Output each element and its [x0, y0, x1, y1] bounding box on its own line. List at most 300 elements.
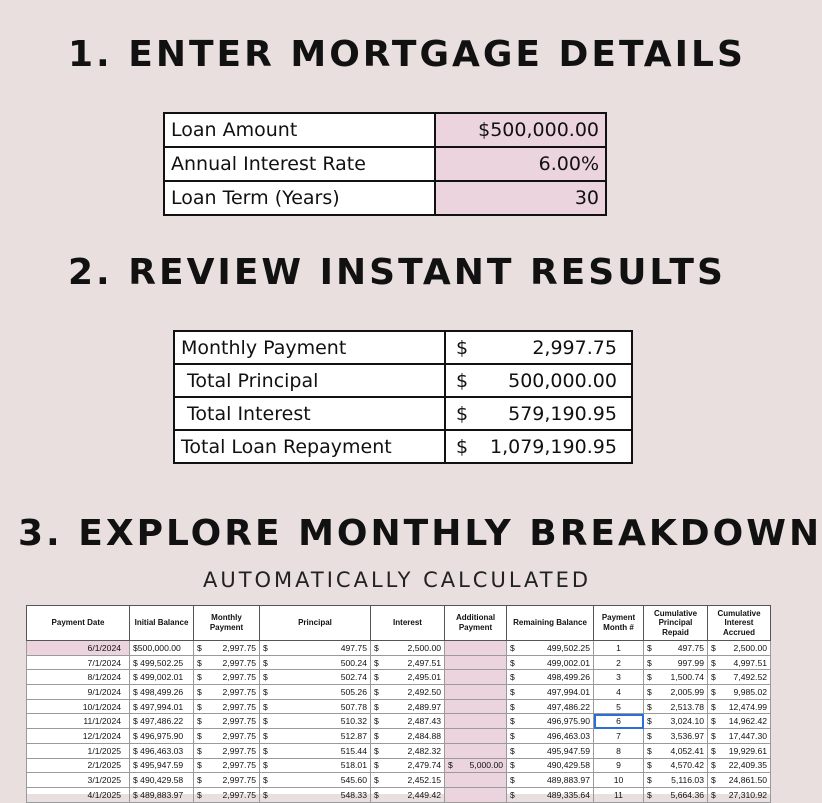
input-label: Loan Term (Years) — [164, 181, 435, 215]
amount: 27,310.92 — [728, 789, 767, 800]
currency-symbol: $ — [197, 701, 202, 712]
additional-payment-cell[interactable] — [445, 743, 507, 758]
amount: 500.24 — [340, 657, 367, 668]
result-row-monthly-payment — [174, 331, 632, 364]
payment-date-cell[interactable]: 1/1/2025 — [27, 743, 130, 758]
payment-date-cell[interactable]: 2/1/2025 — [27, 758, 130, 773]
money-value — [510, 760, 590, 770]
amount: 505.26 — [340, 686, 367, 697]
payment-month-cell[interactable]: 7 — [594, 729, 644, 744]
interest-cell[interactable] — [371, 758, 445, 773]
money-value — [711, 790, 767, 800]
remaining-balance-cell[interactable] — [507, 758, 594, 773]
money-value — [197, 760, 256, 770]
amount: 2,997.75 — [222, 686, 256, 697]
amount: 512.87 — [340, 730, 367, 741]
initial-balance-cell[interactable]: $ 496,975.90 — [130, 729, 194, 744]
result-amount: 500,000.00 — [484, 364, 632, 397]
payment-date-cell[interactable]: 6/1/2024 — [27, 641, 130, 656]
amount: 496,463.03 — [546, 730, 590, 741]
initial-balance-cell[interactable]: $ 497,994.01 — [130, 699, 194, 714]
additional-payment-cell[interactable] — [445, 641, 507, 656]
column-header: Remaining Balance — [507, 606, 594, 641]
money-value — [647, 702, 704, 712]
interest-cell[interactable] — [371, 699, 445, 714]
additional-payment-cell[interactable] — [445, 670, 507, 685]
amount: 497,994.01 — [546, 686, 590, 697]
cumulative-interest-cell[interactable] — [708, 655, 771, 670]
money-value — [197, 775, 256, 785]
cumulative-interest-cell[interactable] — [708, 670, 771, 685]
currency-symbol: $ — [510, 642, 515, 653]
remaining-balance-cell[interactable] — [507, 787, 594, 802]
currency-symbol: $ — [647, 760, 652, 771]
payment-date-cell[interactable]: 10/1/2024 — [27, 699, 130, 714]
currency-symbol: $ — [374, 657, 379, 668]
money-value — [711, 716, 767, 726]
currency-symbol: $ — [711, 642, 716, 653]
cumulative-interest-cell[interactable] — [708, 699, 771, 714]
cumulative-interest-cell[interactable] — [708, 729, 771, 744]
payment-month-cell[interactable]: 4 — [594, 685, 644, 700]
step3-heading: 3. EXPLORE MONTHLY BREAKDOWN — [18, 513, 822, 554]
currency-symbol: $ — [374, 730, 379, 741]
amount: 24,861.50 — [728, 775, 767, 786]
currency-symbol: $ — [374, 686, 379, 697]
amount: 1,500.74 — [670, 672, 704, 683]
money-value — [510, 716, 590, 726]
payment-month-cell[interactable]: 3 — [594, 670, 644, 685]
amount: 2,997.75 — [222, 716, 256, 727]
column-header: Cumulative Principal Repaid — [644, 606, 708, 641]
cumulative-interest-cell[interactable] — [708, 758, 771, 773]
amount: 495,947.59 — [546, 745, 590, 756]
principal-cell[interactable] — [260, 743, 371, 758]
column-header: Cumulative Interest Accrued — [708, 606, 771, 641]
remaining-balance-cell[interactable] — [507, 670, 594, 685]
remaining-balance-cell[interactable] — [507, 685, 594, 700]
amount: 545.60 — [340, 775, 367, 786]
money-value — [711, 687, 767, 697]
principal-cell[interactable] — [260, 641, 371, 656]
currency-symbol: $ — [197, 686, 202, 697]
money-value — [510, 746, 590, 756]
payment-month-cell[interactable]: 8 — [594, 743, 644, 758]
amount: 2,513.78 — [670, 701, 704, 712]
monthly-payment-cell[interactable] — [194, 699, 260, 714]
loan-term-input[interactable]: 30 — [435, 181, 606, 215]
money-value — [374, 746, 441, 756]
table-row — [27, 699, 771, 714]
amount: 5,000.00 — [469, 760, 503, 771]
remaining-balance-cell[interactable] — [507, 773, 594, 788]
money-value — [647, 790, 704, 800]
amount: 497,486.22 — [546, 701, 590, 712]
principal-cell[interactable] — [260, 670, 371, 685]
cumulative-principal-cell[interactable] — [644, 743, 708, 758]
principal-cell[interactable] — [260, 714, 371, 729]
cumulative-principal-cell[interactable] — [644, 773, 708, 788]
money-value — [711, 746, 767, 756]
amount: 2,500.00 — [733, 642, 767, 653]
interest-cell[interactable] — [371, 641, 445, 656]
result-label: Monthly Payment — [174, 331, 445, 364]
amortization-spreadsheet — [26, 605, 770, 800]
remaining-balance-cell[interactable] — [507, 714, 594, 729]
amount: 2,500.00 — [407, 642, 441, 653]
additional-payment-cell[interactable] — [445, 685, 507, 700]
input-row-interest-rate — [164, 147, 606, 181]
currency-symbol: $ — [711, 775, 716, 786]
currency-symbol: $ — [647, 686, 652, 697]
interest-cell[interactable] — [371, 714, 445, 729]
amount: 2,997.75 — [222, 789, 256, 800]
money-value — [647, 760, 704, 770]
loan-amount-input[interactable]: $500,000.00 — [435, 113, 606, 147]
payment-month-cell[interactable]: 1 — [594, 641, 644, 656]
amount: 4,570.42 — [670, 760, 704, 771]
currency-symbol: $ — [263, 716, 268, 727]
money-value — [647, 687, 704, 697]
amount: 3,024.10 — [670, 716, 704, 727]
payment-date-cell[interactable]: 4/1/2025 — [27, 787, 130, 802]
principal-cell[interactable] — [260, 729, 371, 744]
amount: 498,499.26 — [546, 672, 590, 683]
cumulative-principal-cell[interactable] — [644, 655, 708, 670]
interest-cell[interactable] — [371, 729, 445, 744]
currency-symbol: $ — [510, 686, 515, 697]
money-value — [647, 746, 704, 756]
cumulative-principal-cell[interactable] — [644, 641, 708, 656]
money-value — [711, 731, 767, 741]
amount: 510.32 — [340, 716, 367, 727]
step3-subheading: AUTOMATICALLY CALCULATED — [202, 568, 592, 592]
amount: 3,536.97 — [670, 730, 704, 741]
monthly-payment-cell[interactable] — [194, 758, 260, 773]
table-row — [27, 773, 771, 788]
money-value — [374, 716, 441, 726]
currency-symbol: $ — [510, 745, 515, 756]
currency-symbol: $ — [510, 672, 515, 683]
payment-month-cell[interactable]: 11 — [594, 787, 644, 802]
amount: 515.44 — [340, 745, 367, 756]
amortization-table — [26, 605, 771, 803]
amount: 2,997.75 — [222, 775, 256, 786]
column-header: Payment Month # — [594, 606, 644, 641]
money-value — [510, 790, 590, 800]
currency-symbol: $ — [647, 716, 652, 727]
amount: 489,335.64 — [546, 789, 590, 800]
currency-symbol: $ — [374, 716, 379, 727]
currency-symbol: $ — [197, 760, 202, 771]
result-currency: $ — [445, 397, 484, 430]
monthly-payment-cell[interactable] — [194, 685, 260, 700]
amount: 2,487.43 — [407, 716, 441, 727]
remaining-balance-cell[interactable] — [507, 729, 594, 744]
money-value — [263, 790, 367, 800]
amount: 2,997.75 — [222, 760, 256, 771]
money-value — [197, 790, 256, 800]
currency-symbol: $ — [647, 701, 652, 712]
payment-date-cell[interactable]: 12/1/2024 — [27, 729, 130, 744]
amount: 9,985.02 — [733, 686, 767, 697]
interest-cell[interactable] — [371, 655, 445, 670]
additional-payment-cell[interactable] — [445, 699, 507, 714]
cumulative-principal-cell[interactable] — [644, 714, 708, 729]
remaining-balance-cell[interactable] — [507, 699, 594, 714]
money-value — [448, 760, 503, 770]
interest-cell[interactable] — [371, 743, 445, 758]
currency-symbol: $ — [711, 789, 716, 800]
payment-month-cell[interactable]: 9 — [594, 758, 644, 773]
currency-symbol: $ — [647, 642, 652, 653]
money-value — [510, 731, 590, 741]
cumulative-principal-cell[interactable] — [644, 787, 708, 802]
money-value — [197, 716, 256, 726]
interest-cell[interactable] — [371, 685, 445, 700]
currency-symbol: $ — [197, 672, 202, 683]
currency-symbol: $ — [711, 686, 716, 697]
money-value — [197, 643, 256, 653]
amount: 2,479.74 — [407, 760, 441, 771]
interest-cell[interactable] — [371, 787, 445, 802]
currency-symbol: $ — [197, 657, 202, 668]
currency-symbol: $ — [374, 642, 379, 653]
currency-symbol: $ — [647, 730, 652, 741]
amount: 518.01 — [340, 760, 367, 771]
currency-symbol: $ — [197, 730, 202, 741]
step1-heading: 1. ENTER MORTGAGE DETAILS — [68, 34, 746, 75]
principal-cell[interactable] — [260, 685, 371, 700]
monthly-payment-cell[interactable] — [194, 787, 260, 802]
cumulative-principal-cell[interactable] — [644, 685, 708, 700]
currency-symbol: $ — [711, 730, 716, 741]
additional-payment-cell[interactable] — [445, 787, 507, 802]
result-currency: $ — [445, 430, 484, 463]
result-amount: 1,079,190.95 — [484, 430, 632, 463]
currency-symbol: $ — [711, 701, 716, 712]
additional-payment-cell[interactable] — [445, 758, 507, 773]
currency-symbol: $ — [510, 730, 515, 741]
amount: 14,962.42 — [728, 716, 767, 727]
money-value — [510, 687, 590, 697]
amount: 2,452.15 — [407, 775, 441, 786]
cumulative-interest-cell[interactable] — [708, 773, 771, 788]
money-value — [197, 658, 256, 668]
currency-symbol: $ — [374, 701, 379, 712]
money-value — [263, 746, 367, 756]
cumulative-principal-cell[interactable] — [644, 699, 708, 714]
money-value — [647, 658, 704, 668]
currency-symbol: $ — [374, 760, 379, 771]
currency-symbol: $ — [263, 686, 268, 697]
principal-cell[interactable] — [260, 787, 371, 802]
table-row — [27, 655, 771, 670]
money-value — [374, 790, 441, 800]
additional-payment-cell[interactable] — [445, 714, 507, 729]
cumulative-principal-cell[interactable] — [644, 758, 708, 773]
input-row-loan-term — [164, 181, 606, 215]
amount: 2,997.75 — [222, 745, 256, 756]
monthly-payment-cell[interactable] — [194, 641, 260, 656]
table-header-row — [27, 606, 771, 641]
cumulative-principal-cell[interactable] — [644, 670, 708, 685]
result-row-total-interest — [174, 397, 632, 430]
money-value — [374, 775, 441, 785]
remaining-balance-cell[interactable] — [507, 641, 594, 656]
payment-date-cell[interactable]: 3/1/2025 — [27, 773, 130, 788]
amount: 2,997.75 — [222, 701, 256, 712]
money-value — [510, 775, 590, 785]
table-row — [27, 743, 771, 758]
currency-symbol: $ — [647, 672, 652, 683]
results-table — [173, 330, 633, 464]
currency-symbol: $ — [197, 789, 202, 800]
monthly-payment-cell[interactable] — [194, 714, 260, 729]
amount: 502.74 — [340, 672, 367, 683]
currency-symbol: $ — [711, 760, 716, 771]
remaining-balance-cell[interactable] — [507, 655, 594, 670]
payment-month-cell[interactable]: 6 — [594, 714, 644, 729]
mortgage-inputs-table — [163, 112, 607, 216]
currency-symbol: $ — [263, 657, 268, 668]
additional-payment-cell[interactable] — [445, 655, 507, 670]
initial-balance-cell[interactable]: $ 498,499.26 — [130, 685, 194, 700]
principal-cell[interactable] — [260, 699, 371, 714]
initial-balance-cell[interactable]: $ 489,883.97 — [130, 787, 194, 802]
monthly-payment-cell[interactable] — [194, 773, 260, 788]
table-row — [27, 714, 771, 729]
table-row — [27, 670, 771, 685]
money-value — [197, 672, 256, 682]
cumulative-principal-cell[interactable] — [644, 729, 708, 744]
input-row-loan-amount — [164, 113, 606, 147]
money-value — [263, 775, 367, 785]
currency-symbol: $ — [448, 760, 453, 771]
initial-balance-cell[interactable]: $ 499,002.01 — [130, 670, 194, 685]
currency-symbol: $ — [263, 760, 268, 771]
amount: 489,883.97 — [546, 775, 590, 786]
currency-symbol: $ — [647, 745, 652, 756]
principal-cell[interactable] — [260, 655, 371, 670]
result-label: Total Interest — [174, 397, 445, 430]
amount: 2,997.75 — [222, 672, 256, 683]
cumulative-interest-cell[interactable] — [708, 787, 771, 802]
interest-rate-input[interactable]: 6.00% — [435, 147, 606, 181]
cumulative-interest-cell[interactable] — [708, 743, 771, 758]
initial-balance-cell[interactable]: $ 496,463.03 — [130, 743, 194, 758]
currency-symbol: $ — [197, 642, 202, 653]
currency-symbol: $ — [263, 730, 268, 741]
currency-symbol: $ — [374, 789, 379, 800]
table-body — [27, 641, 771, 803]
money-value — [510, 672, 590, 682]
money-value — [374, 702, 441, 712]
additional-payment-cell[interactable] — [445, 729, 507, 744]
monthly-payment-cell[interactable] — [194, 743, 260, 758]
column-header: Monthly Payment — [194, 606, 260, 641]
payment-date-cell[interactable]: 7/1/2024 — [27, 655, 130, 670]
money-value — [263, 687, 367, 697]
amount: 17,447.30 — [728, 730, 767, 741]
payment-date-cell[interactable]: 9/1/2024 — [27, 685, 130, 700]
principal-cell[interactable] — [260, 773, 371, 788]
payment-month-cell[interactable]: 2 — [594, 655, 644, 670]
step2-heading: 2. REVIEW INSTANT RESULTS — [68, 252, 726, 293]
payment-month-cell[interactable]: 10 — [594, 773, 644, 788]
money-value — [263, 716, 367, 726]
result-label: Total Principal — [174, 364, 445, 397]
payment-month-cell[interactable]: 5 — [594, 699, 644, 714]
table-row — [27, 758, 771, 773]
amount: 2,492.50 — [407, 686, 441, 697]
payment-date-cell[interactable]: 11/1/2024 — [27, 714, 130, 729]
amount: 496,975.90 — [546, 716, 590, 727]
amount: 2,482.32 — [407, 745, 441, 756]
currency-symbol: $ — [263, 672, 268, 683]
additional-payment-cell[interactable] — [445, 773, 507, 788]
principal-cell[interactable] — [260, 758, 371, 773]
money-value — [647, 775, 704, 785]
money-value — [374, 658, 441, 668]
currency-symbol: $ — [197, 775, 202, 786]
table-row — [27, 641, 771, 656]
cumulative-interest-cell[interactable] — [708, 685, 771, 700]
initial-balance-cell[interactable]: $ 495,947.59 — [130, 758, 194, 773]
currency-symbol: $ — [510, 657, 515, 668]
money-value — [711, 760, 767, 770]
amount: 497.75 — [340, 642, 367, 653]
currency-symbol: $ — [510, 760, 515, 771]
interest-cell[interactable] — [371, 670, 445, 685]
currency-symbol: $ — [263, 642, 268, 653]
currency-symbol: $ — [374, 745, 379, 756]
payment-date-cell[interactable]: 8/1/2024 — [27, 670, 130, 685]
column-header: Additional Payment — [445, 606, 507, 641]
money-value — [711, 643, 767, 653]
remaining-balance-cell[interactable] — [507, 743, 594, 758]
result-row-total-principal — [174, 364, 632, 397]
interest-cell[interactable] — [371, 773, 445, 788]
column-header: Initial Balance — [130, 606, 194, 641]
input-label: Loan Amount — [164, 113, 435, 147]
initial-balance-cell[interactable]: $500,000.00 — [130, 641, 194, 656]
initial-balance-cell[interactable]: $ 497,486.22 — [130, 714, 194, 729]
initial-balance-cell[interactable]: $ 490,429.58 — [130, 773, 194, 788]
column-header: Principal — [260, 606, 371, 641]
money-value — [263, 658, 367, 668]
result-amount: 579,190.95 — [484, 397, 632, 430]
initial-balance-cell[interactable]: $ 499,502.25 — [130, 655, 194, 670]
currency-symbol: $ — [263, 745, 268, 756]
amount: 22,409.35 — [728, 760, 767, 771]
cumulative-interest-cell[interactable] — [708, 714, 771, 729]
cumulative-interest-cell[interactable] — [708, 641, 771, 656]
monthly-payment-cell[interactable] — [194, 670, 260, 685]
monthly-payment-cell[interactable] — [194, 655, 260, 670]
money-value — [374, 731, 441, 741]
amount: 2,997.75 — [222, 657, 256, 668]
money-value — [197, 687, 256, 697]
amount: 5,116.03 — [671, 775, 704, 786]
money-value — [647, 716, 704, 726]
amount: 4,997.51 — [733, 657, 767, 668]
currency-symbol: $ — [197, 716, 202, 727]
money-value — [374, 687, 441, 697]
money-value — [510, 658, 590, 668]
money-value — [197, 746, 256, 756]
monthly-payment-cell[interactable] — [194, 729, 260, 744]
